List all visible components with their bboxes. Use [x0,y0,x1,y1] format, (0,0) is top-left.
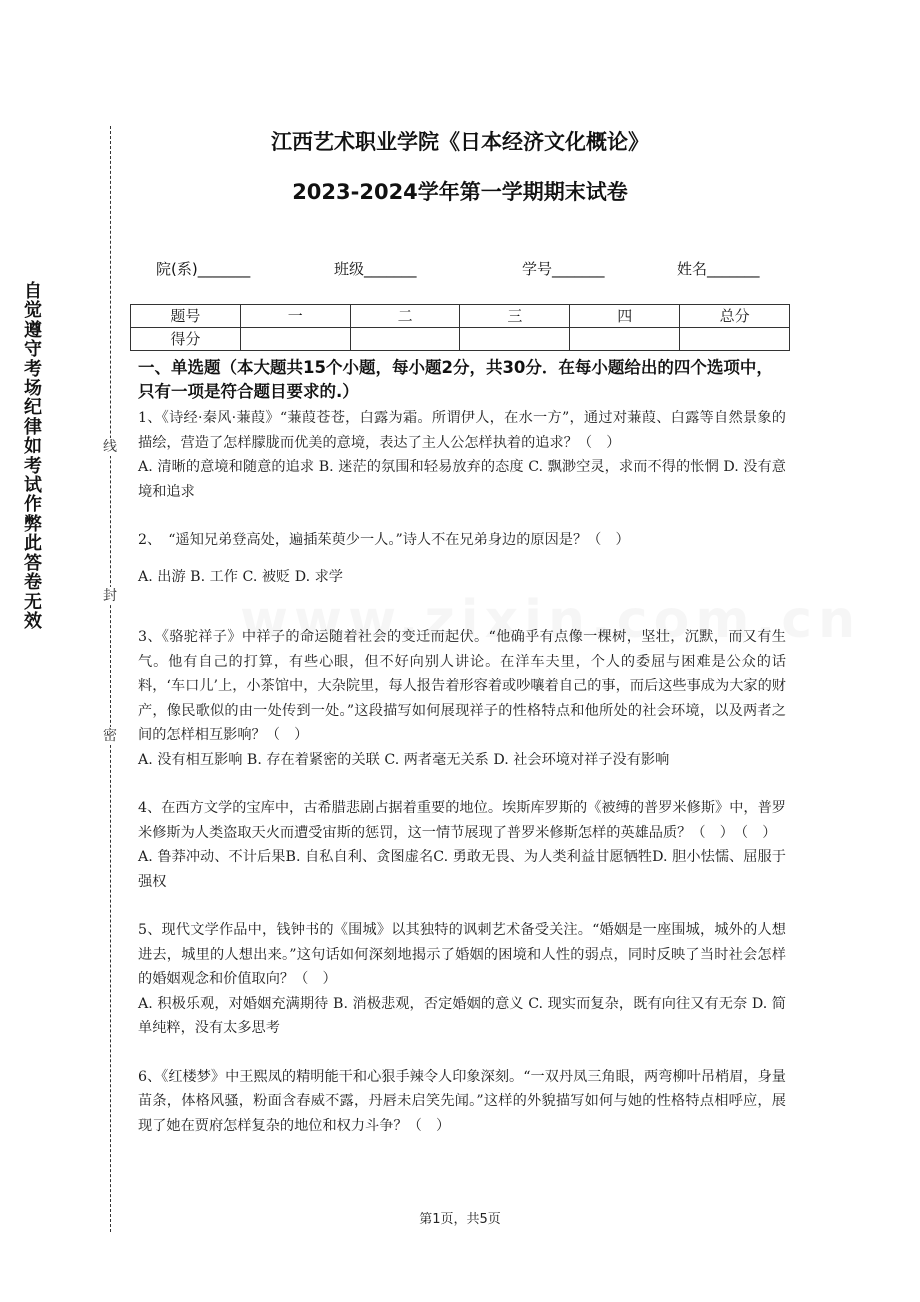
question-options: A. 没有相互影响 B. 存在着紧密的关联 C. 两者毫无关系 D. 社会环境对祥子没有影响 [138,751,670,768]
exam-title: 江西艺术职业学院《日本经济文化概论》 [271,130,649,154]
score-header-cell: 题号 [131,305,241,328]
name-field[interactable]: 姓名_______ [677,260,760,278]
score-cell[interactable] [680,328,790,351]
score-cell[interactable] [460,328,570,351]
seal-char-seal: 封 [100,587,120,605]
seal-char-line: 线 [100,438,120,456]
question-stem: 1、《诗经·秦风·蒹葭》“蒹葭苍苍，白露为霜。所谓伊人，在水一方”，通过对蒹葭、白露等自然景象的描绘，营造了怎样朦胧而优美的意境，表达了主人公怎样执着的追求？（ ） [138,410,786,451]
exam-subtitle: 2023-2024学年第一学期期末试卷 [292,180,628,204]
student-id-field[interactable]: 学号_______ [522,260,605,278]
question-options: A. 清晰的意境和随意的追求 B. 迷茫的氛围和轻易放弃的态度 C. 飘渺空灵，求而不得的怅惘 D. 没有意境和追求 [138,459,786,500]
score-cell[interactable] [570,328,680,351]
department-field[interactable]: 院(系)_______ [156,260,251,278]
score-header-cell: 四 [570,305,680,328]
student-info-row [0,258,920,282]
question-stem: 6、《红楼梦》中王熙凤的精明能干和心狠手辣令人印象深刻。“一双丹凤三角眼，两弯柳叶吊梢眉，身量苗条，体格风骚，粉面含春威不露，丹唇未启笑先闻。”这样的外貌描写如何与她的性格特点相呼应，展现了她在贾府怎样复杂的地位和权力斗争？（ ） [138,1068,786,1134]
question-options: A. 积极乐观，对婚姻充满期待 B. 消极悲观，否定婚姻的意义 C. 现实而复杂，既有向往又有无奈 D. 简单纯粹，没有太多思考 [138,995,786,1036]
seal-char-secret: 密 [100,727,120,745]
binding-dashed-line [110,126,111,1232]
question-stem: 4、在西方文学的宝库中，古希腊悲剧占据着重要的地位。埃斯库罗斯的《被缚的普罗米修斯》中，普罗米修斯为人类盗取天火而遭受宙斯的惩罚，这一情节展现了普罗米修斯怎样的英雄品质？（ ） （ ） [138,800,786,841]
score-header-cell: 三 [460,305,570,328]
score-table [130,304,790,351]
score-row-label: 得分 [131,328,241,351]
exam-discipline-notice: 自觉遵守考场纪律如考试作弊此答卷无效 [24,281,42,632]
class-field[interactable]: 班级_______ [334,260,417,278]
score-header-cell: 总分 [680,305,790,328]
section-header: 一、单选题（本大题共15个小题，每小题2分，共30分．在每小题给出的四个选项中，只有一项是符合题目要求的.） [138,358,773,401]
score-header-cell: 二 [350,305,460,328]
question-stem: 3、《骆驼祥子》中祥子的命运随着社会的变迁而起伏。“他确乎有点像一棵树，坚壮，沉默，而又有生气。他有自己的打算，有些心眼，但不好向别人讲论。在洋车夫里，个人的委屈与困难是公众的话料，‘车口儿’上，小茶馆中，大杂院里，每人报告着形容着或吵嚷着自己的事，而后这些事成为大家的财产，像民歌似的由一处传到一处。”这段描写如何展现祥子的性格特点和他所处的社会环境，以及两者之间的怎样相互影响？（ ） [138,629,786,743]
score-table-header-row [131,305,790,328]
page-footer: 第1页，共5页 [419,1212,501,1227]
score-header-cell: 一 [240,305,350,328]
question-content [138,356,786,1138]
score-table-score-row [131,328,790,351]
question-stem: 5、现代文学作品中，钱钟书的《围城》以其独特的讽刺艺术备受关注。“婚姻是一座围城，城外的人想进去，城里的人想出来。”这句话如何深刻地揭示了婚姻的困境和人性的弱点，同时反映了当时社会怎样的婚姻观念和价值取向？（ ） [138,922,786,987]
score-cell[interactable] [240,328,350,351]
question-options: A. 鲁莽冲动、不计后果B. 自私自利、贪图虚名C. 勇敢无畏、为人类利益甘愿牺牲D. 胆小怯懦、屈服于强权 [138,849,786,890]
question-stem: 2、 “遥知兄弟登高处，遍插茱萸少一人。”诗人不在兄弟身边的原因是？（ ） [138,532,630,548]
question-options: A. 出游 B. 工作 C. 被贬 D. 求学 [138,568,343,585]
score-cell[interactable] [350,328,460,351]
